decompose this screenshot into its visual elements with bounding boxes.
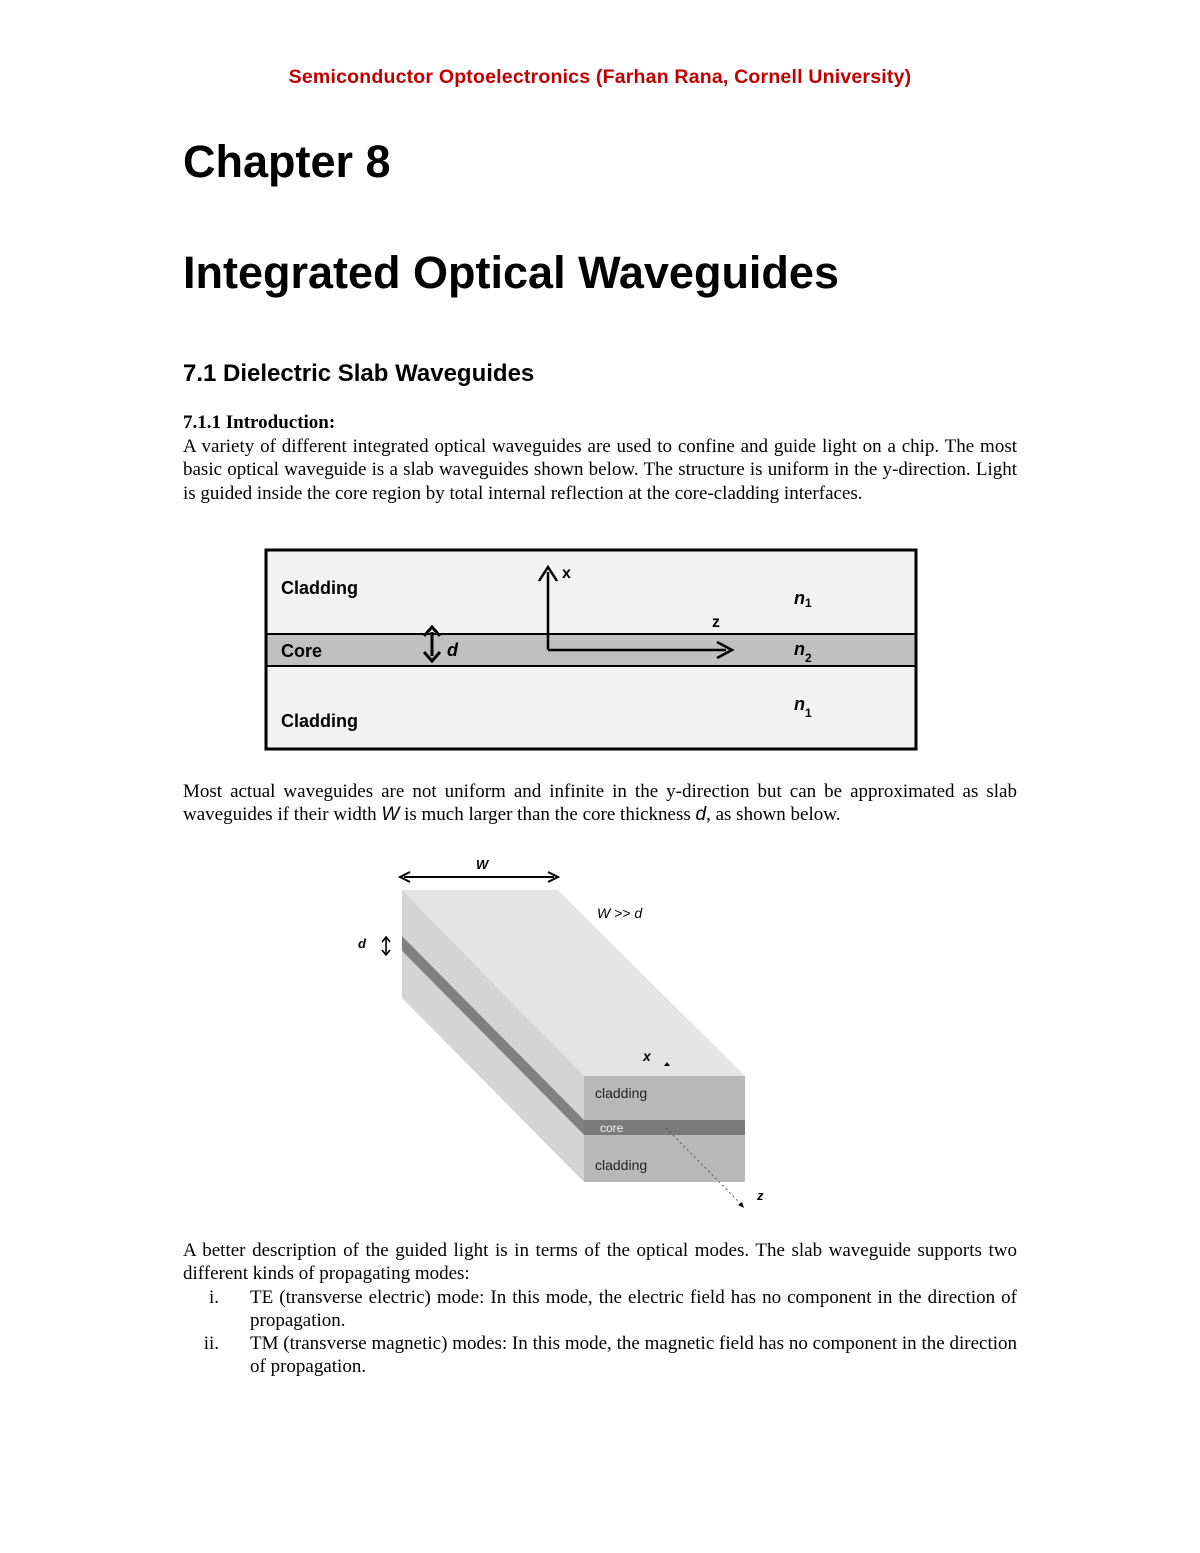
list-item <box>183 1286 1017 1334</box>
modes-intro-paragraph: A better description of the guided light is in terms of the optical modes. The slab waveguide supports two different kinds of propagating modes: <box>183 1240 1017 1285</box>
x-axis-label: x <box>643 1048 651 1064</box>
n2-label: $n_2$ <box>794 639 812 665</box>
section-heading: 7.1 Dielectric Slab Waveguides <box>183 360 535 387</box>
front-upper-cladding-label: cladding <box>595 1085 648 1101</box>
intro-paragraph: A variety of different integrated optical waveguides are used to confine and guide light on a chip. The most basic optical waveguide is a slab waveguides shown below. The structure is uniform in the y-direction. Light is guided inside the core region by total internal reflection at the core-cladding interfaces. <box>183 436 1017 504</box>
running-header: Semiconductor Optoelectronics (Farhan Rana, Cornell University) <box>288 66 912 88</box>
list-item-number: i. <box>208 1287 219 1308</box>
3d-waveguide-diagram <box>340 848 780 1218</box>
z-axis-arrowhead-icon <box>738 1202 744 1208</box>
chapter-number: Chapter 8 <box>183 136 391 187</box>
bottom-cladding-label: Cladding <box>281 711 358 731</box>
thickness-label: d <box>447 640 458 660</box>
n1-bottom-label: $n_1$ <box>794 694 812 720</box>
x-axis-label: x <box>562 565 571 582</box>
width-relation-label: W >> d <box>597 905 643 921</box>
bottom-cladding-region <box>266 666 916 748</box>
subsection-heading: 7.1.1 Introduction: <box>183 412 336 433</box>
chapter-title: Integrated Optical Waveguides <box>183 247 839 298</box>
list-item <box>183 1332 1017 1380</box>
d-label: d <box>358 936 366 951</box>
list-item-number: ii. <box>203 1333 219 1354</box>
n1-top-label: n1 <box>794 588 812 610</box>
front-core-label: core <box>600 1121 624 1135</box>
core-label: Core <box>281 641 323 661</box>
z-axis-label: z <box>712 614 720 631</box>
z-axis-label: z <box>757 1188 764 1203</box>
width-label: W <box>476 857 489 872</box>
slab-waveguide-diagram <box>264 548 918 752</box>
top-cladding-region <box>266 550 916 634</box>
list-item-text: TE (transverse electric) mode: In this mode, the electric field has no component in the direction of propagation. <box>250 1287 1017 1332</box>
top-cladding-label: Cladding <box>281 578 358 598</box>
approximation-paragraph: Most actual waveguides are not uniform and infinite in the y-direction but can be approximated as slab waveguides if their width W is much larger than the core thickness d, as shown below. <box>183 781 1017 826</box>
d-double-arrow-icon <box>382 937 390 955</box>
front-lower-cladding-label: cladding <box>595 1157 648 1173</box>
list-item-text: TM (transverse magnetic) modes: In this mode, the magnetic field has no component in the direction of propagation. <box>250 1333 1017 1378</box>
